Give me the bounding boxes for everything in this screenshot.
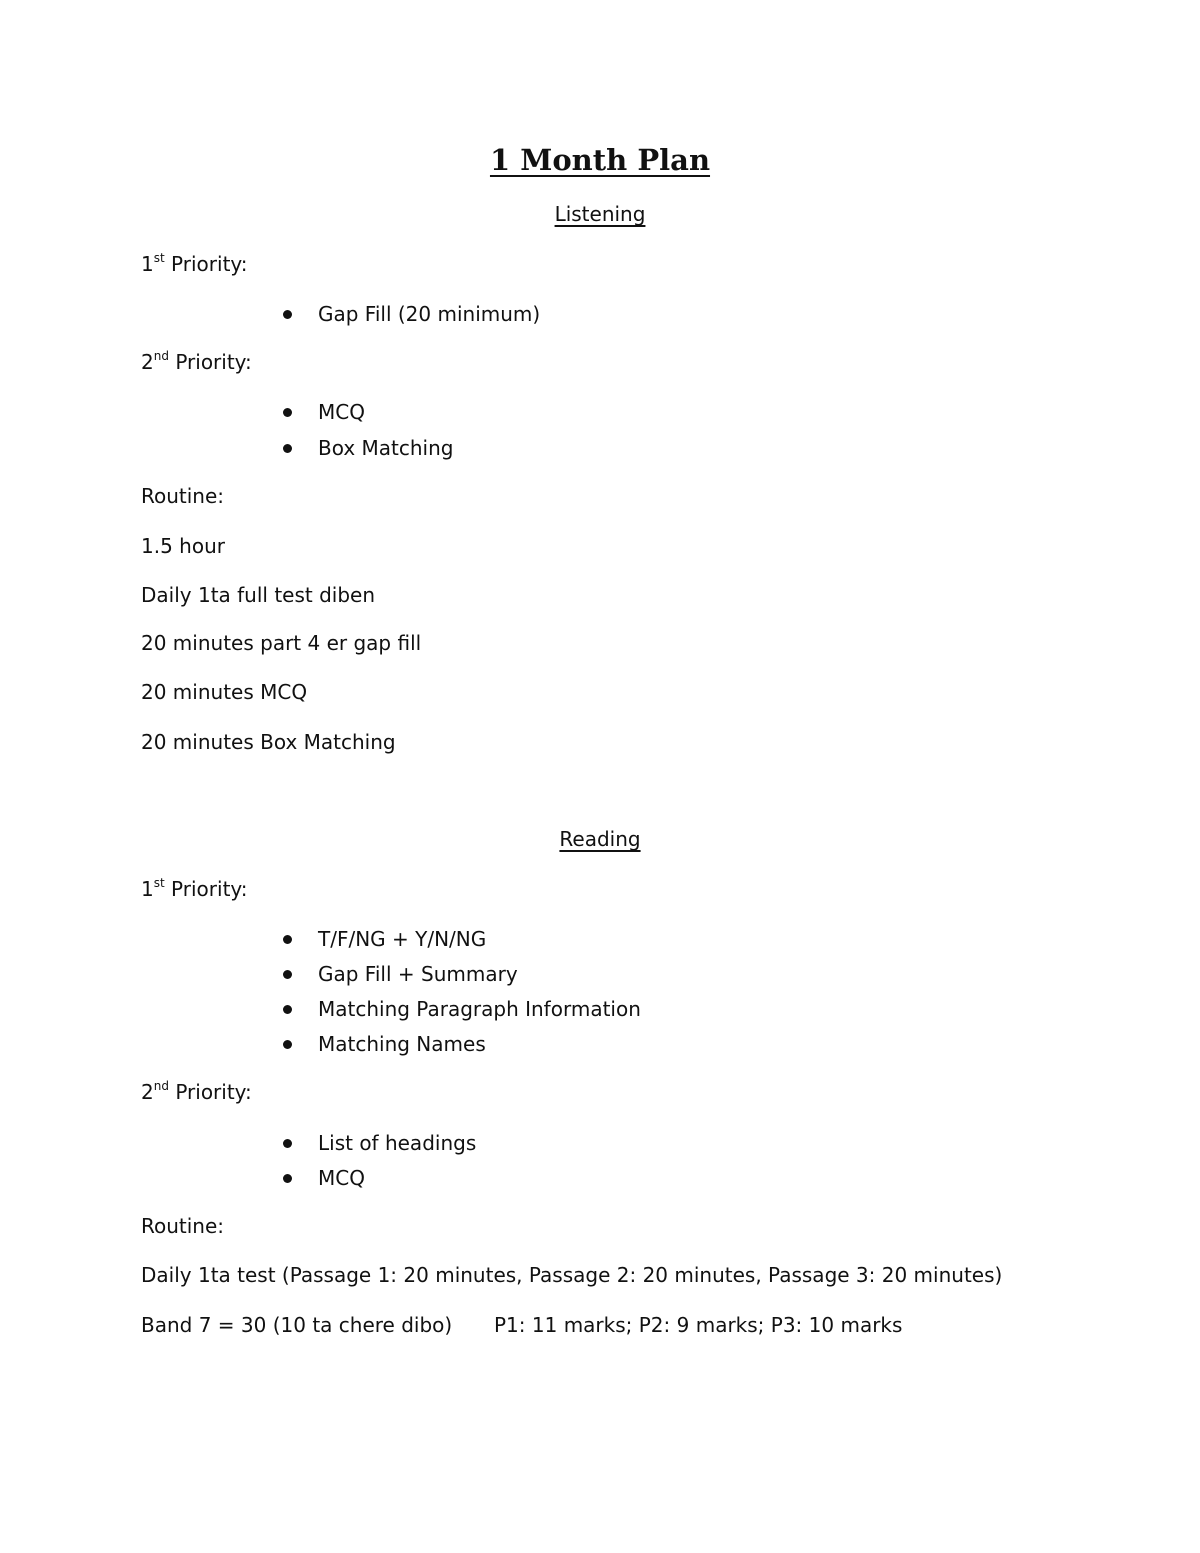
reading-heading: Reading <box>559 827 641 851</box>
page-title: 1 Month Plan <box>489 143 711 177</box>
listening-routine-line: 20 minutes Box Matching <box>141 730 396 754</box>
bullet-icon <box>283 970 292 979</box>
bullet-icon <box>283 310 292 319</box>
reading-routine-line: Daily 1ta test (Passage 1: 20 minutes, Passage 2: 20 minutes, Passage 3: 20 minutes) <box>141 1263 1003 1287</box>
bullet-icon <box>283 408 292 417</box>
listening-heading: Listening <box>554 202 646 226</box>
listening-priority-2-label: 2nd Priority: <box>141 349 252 374</box>
listening-routine-line: 1.5 hour <box>141 534 225 558</box>
marks-breakdown-text: P1: 11 marks; P2: 9 marks; P3: 10 marks <box>494 1313 903 1337</box>
bullet-icon <box>283 1005 292 1014</box>
listening-routine-line: 20 minutes part 4 er gap fill <box>141 631 422 655</box>
band-target-text: Band 7 = 30 (10 ta chere dibo) <box>141 1313 453 1337</box>
listening-routine-line: Daily 1ta full test diben <box>141 583 376 607</box>
listening-routine-label: Routine: <box>141 484 225 508</box>
bullet-icon <box>283 1174 292 1183</box>
reading-priority-1-label: 1st Priority: <box>141 876 248 901</box>
reading-band-row <box>141 1311 1041 1339</box>
reading-routine-label: Routine: <box>141 1214 225 1238</box>
bullet-icon <box>283 1040 292 1049</box>
listening-routine-line: 20 minutes MCQ <box>141 680 308 704</box>
bullet-icon <box>283 935 292 944</box>
listening-priority-1-label: 1st Priority: <box>141 251 248 276</box>
reading-priority-2-label: 2nd Priority: <box>141 1079 252 1104</box>
document-page: 1 Month Plan Listening 1st Priority: Gap Fill (20 minimum) 2nd Priority: MCQ Box Matching Routine: 1.5 hour Daily 1ta full test diben 20 minutes part 4 er gap fill 20 minutes MCQ 20 minutes Box Matching Reading 1st Priority: T/F/NG + Y/N/NG Gap Fill + Summary Matching Paragraph Information Matching Names 2nd Priority: List of headings MCQ Routine: Daily 1ta test (Passage 1: 20 minutes, Passage 2: 20 minutes, Passage 3: 20 minutes) Band 7 = 30 (10 ta chere dibo) P1: 11 marks; P2: 9 marks; P3: 10 marks <box>0 0 1200 1553</box>
bullet-icon <box>283 1139 292 1148</box>
bullet-icon <box>283 444 292 453</box>
